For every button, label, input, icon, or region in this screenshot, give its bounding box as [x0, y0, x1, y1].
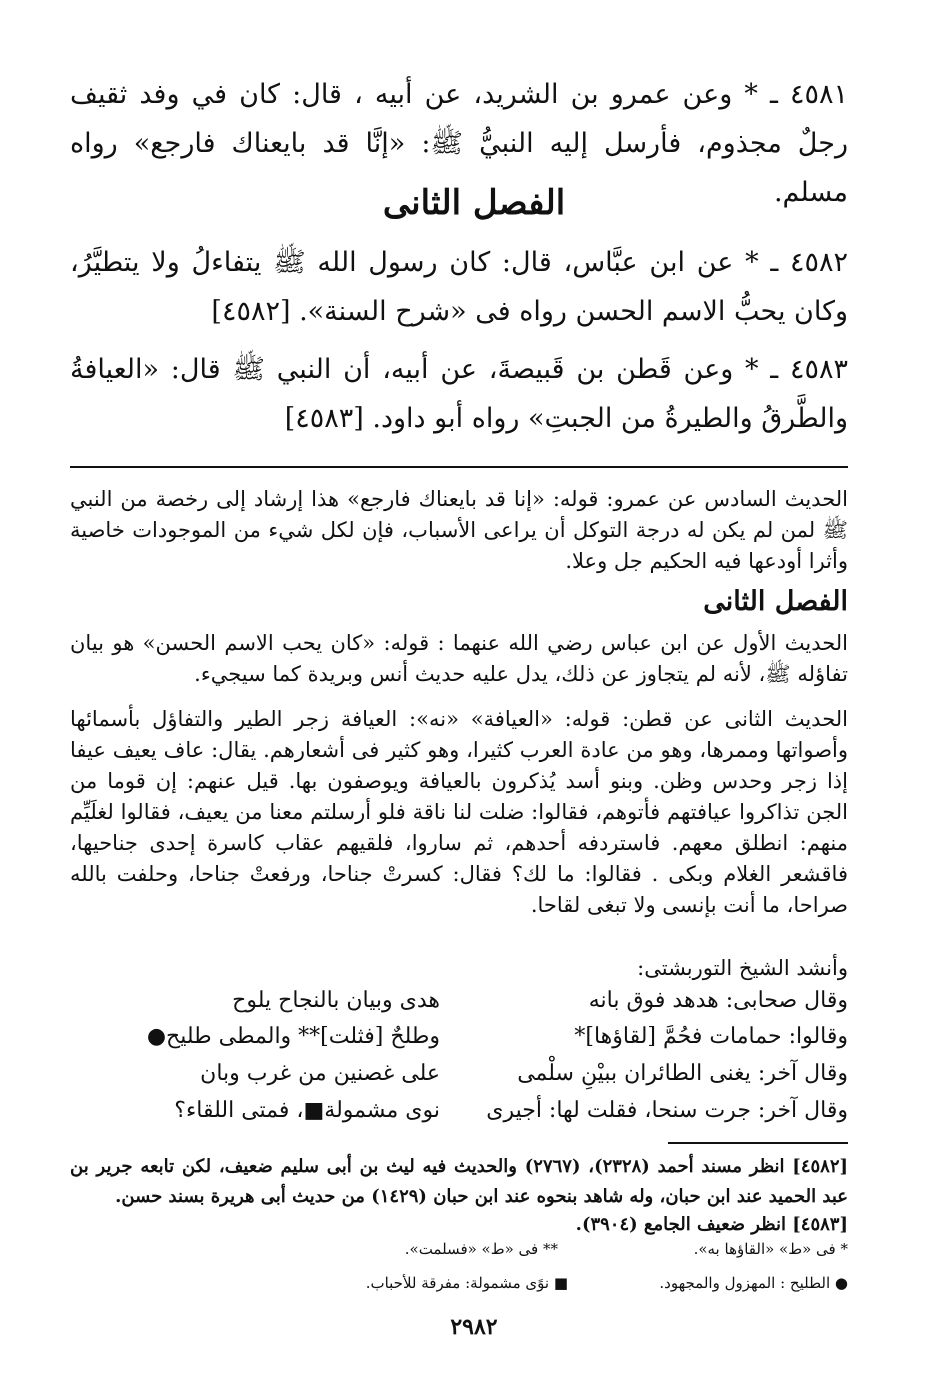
commentary-para-3: الحديث الثانى عن قطن: قوله: «العيافة» «نه»: العيافة زجر الطير والتفاؤل بأسمائها وأصواتها وممرها، وهو من عادة العرب كثيرا، وهو كثير فى أشعارهم. يقال: عاف يعيف عيفا إذا زجر وحدس وظن. وبنو أسد يُذكرون بالعيافة ويوصفون بها. قيل عنهم: إن قوما من الجن تذاكروا عيافتهم فأتوهم، فقالوا: ضلت لنا ناقة فلو أرسلتم معنا من يعيف، فقالوا لغلَيِّم منهم: انطلق معهم. فاستردفه أحدهم، ثم ساروا، فلقيهم عقاب كاسرة إحدى جناحيها، فاقشعر الغلام وبكى . فقالوا: ما لك؟ فقال: كسرتْ جناحا، ورفعتْ جناحا، وحلفت بالله صراحا، ما أنت بإنسى ولا تبغى لقاحا. — [70, 707, 849, 917]
footnote-note-3: ● الطليح : المهزول والمجهود. — [659, 1274, 848, 1292]
verse-line-1 — [80, 988, 848, 1028]
footnote-divider — [668, 1142, 848, 1144]
verse-1-first-hemistich: وقال صحابى: هدهد فوق بانه — [588, 988, 848, 1013]
page-number: ٢٩٨٢ — [450, 1314, 498, 1340]
commentary-para-1: الحديث السادس عن عمرو: قوله: «إنا قد بايعناك فارجع» هذا إرشاد إلى رخصة من النبي ﷺ لمن لم يكن له درجة التوكل أن يراعى الأسباب، فإن لكل شيء من الموجودات خاصية وأثرا أودعها فيه الحكيم جل وعلا. — [70, 487, 848, 573]
section-heading: الفصل الثانى — [382, 183, 566, 223]
footnote-4583: [٤٥٨٣] انظر ضعيف الجامع (٣٩٠٤). — [575, 1214, 848, 1235]
verse-line-4 — [80, 1098, 848, 1138]
verse-2-second-hemistich: وطلحٌ [فثلت]** والمطى طليح● — [146, 1024, 440, 1049]
hadith-4581: ٤٥٨١ ـ * وعن عمرو بن الشريد، عن أبيه ، قال: كان في وفد ثقيف رجلٌ مجذوم، فأرسل إليه النبيُّ ﷺ: «إنَّا قد بايعناك فارجع» رواه مسلم. — [70, 79, 848, 208]
footnote-note-2: ** فى «ط» «فسلمت». — [404, 1240, 558, 1258]
commentary-divider — [70, 466, 848, 468]
footnote-note-4: ■ نوًى مشمولة: مفرقة للأحباب. — [365, 1274, 568, 1292]
footnote-4582: [٤٥٨٢] انظر مسند أحمد (٢٣٢٨)، (٢٧٦٧) والحديث فيه ليث بن أبى سليم ضعيف، لكن تابعه جرير بن عبد الحميد عند ابن حبان، وله شاهد بنحوه عند ابن حبان (١٤٢٩) من حديث أبى هريرة بسند حسن. — [70, 1156, 849, 1207]
verse-4-first-hemistich: وقال آخر: جرت سنحا، فقلت لها: أجيرى — [486, 1098, 848, 1123]
verse-3-first-hemistich: وقال آخر: يغنى الطائران ببيْنِ سلْمى — [517, 1061, 848, 1086]
hadith-4582: ٤٥٨٢ ـ * عن ابن عبَّاس، قال: كان رسول الله ﷺ يتفاءلُ ولا يتطيَّرُ، وكان يحبُّ الاسم الحسن رواه فى «شرح السنة». [٤٥٨٢] — [70, 247, 848, 327]
verse-line-2 — [80, 1024, 848, 1064]
footnote-note-1: * فى «ط» «القاؤها به». — [693, 1240, 848, 1258]
verse-4-second-hemistich: نوى مشمولة■، فمتى اللقاء؟ — [174, 1098, 440, 1123]
verse-3-second-hemistich: على غصنين من غرب وبان — [200, 1061, 440, 1086]
commentary-para-2: الحديث الأول عن ابن عباس رضي الله عنهما : قوله: «كان يحب الاسم الحسن» هو بيان تفاؤله ﷺ، لأنه لم يتجاوز عن ذلك، يدل عليه حديث أنس وبريدة كما سيجيء. — [70, 631, 848, 686]
verse-line-3 — [80, 1061, 848, 1101]
verse-2-first-hemistich: وقالوا: حمامات فحُمَّ [لقاؤها]* — [574, 1024, 848, 1049]
commentary-heading: الفصل الثانى — [703, 586, 848, 617]
verse-1-second-hemistich: هدى وبيان بالنجاح يلوح — [232, 988, 440, 1013]
poem-intro: وأنشد الشيخ التوربشتى: — [637, 956, 848, 980]
hadith-4583: ٤٥٨٣ ـ * وعن قَطن بن قَبيصةَ، عن أبيه، أن النبي ﷺ قال: «العيافةُ والطَّرقُ والطيرةُ من الجبتِ» رواه أبو داود. [٤٥٨٣] — [70, 354, 848, 434]
